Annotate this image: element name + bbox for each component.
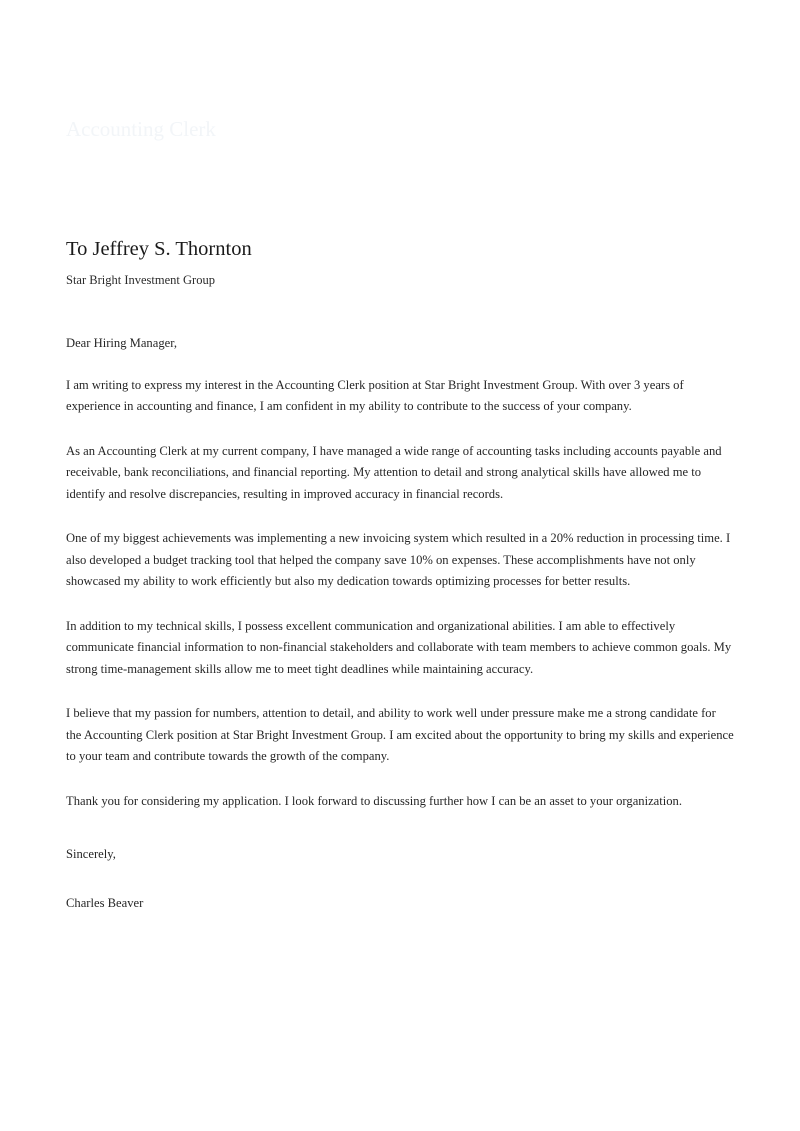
applicant-job-title: Accounting Clerk: [66, 117, 216, 142]
salutation: Dear Hiring Manager,: [66, 335, 178, 350]
phone-number: 806-629-4648: [642, 80, 709, 92]
phone-contact-row[interactable]: [643, 78, 734, 94]
closing-salutation: Sincerely,: [66, 847, 116, 862]
letter-body: [66, 193, 734, 912]
body-paragraph: Thank you for considering my application. I look forward to discussing further how I can be an asset to your organization.: [66, 793, 683, 808]
body-paragraph: I am writing to express my interest in the Accounting Clerk position at Star Bright Investment Group. With over 3 years of experience in accounting and finance, I am confident in my ability to contribute to the success of your company.: [66, 377, 684, 414]
body-paragraph: As an Accounting Clerk at my current company, I have managed a wide range of accounting tasks including accounts payable and receivable, bank reconciliations, and financial reporting. My attention to detail and strong analytical skills have allowed me to identify and resolve discrepancies, resulting in improved accuracy in financial records.: [66, 443, 722, 501]
contact-details: [584, 78, 734, 123]
applicant-identity: [66, 62, 273, 141]
recipient-name: To Jeffrey S. Thornton: [66, 238, 252, 260]
phone-icon: [718, 78, 734, 94]
email-contact-row[interactable]: [584, 107, 734, 123]
body-paragraph: In addition to my technical skills, I possess excellent communication and organizational abilities. I am able to effectively communicate financial information to non-financial stakeholders and collaborate with team members to achieve common goals. My strong time-management skills allow me to meet tight deadlines while maintaining accuracy.: [66, 618, 732, 676]
body-paragraph: I believe that my passion for numbers, attention to detail, and ability to work well under pressure make me a strong candidate for the Accounting Clerk position at Star Bright Investment Group. I am excited about the opportunity to bring my skills and experience to your team and contribute towards the growth of the company.: [66, 706, 734, 764]
recipient-organization: Star Bright Investment Group: [66, 272, 215, 287]
body-paragraph: One of my biggest achievements was implementing a new invoicing system which resulted in a 20% reduction in processing time. I also developed a budget tracking tool that helped the company save 10% on expenses. These accomplishments have not only showcased my ability to work efficiently but also my dedication towards optimizing processes for better results.: [66, 531, 731, 589]
signature-name: Charles Beaver: [66, 895, 144, 910]
applicant-name: Charles Beaver: [66, 61, 273, 96]
email-address: charlesbeaver@gmail.com: [584, 109, 709, 121]
letterhead-header: [0, 0, 800, 193]
envelope-icon: [718, 107, 734, 123]
header-content: [66, 0, 734, 193]
